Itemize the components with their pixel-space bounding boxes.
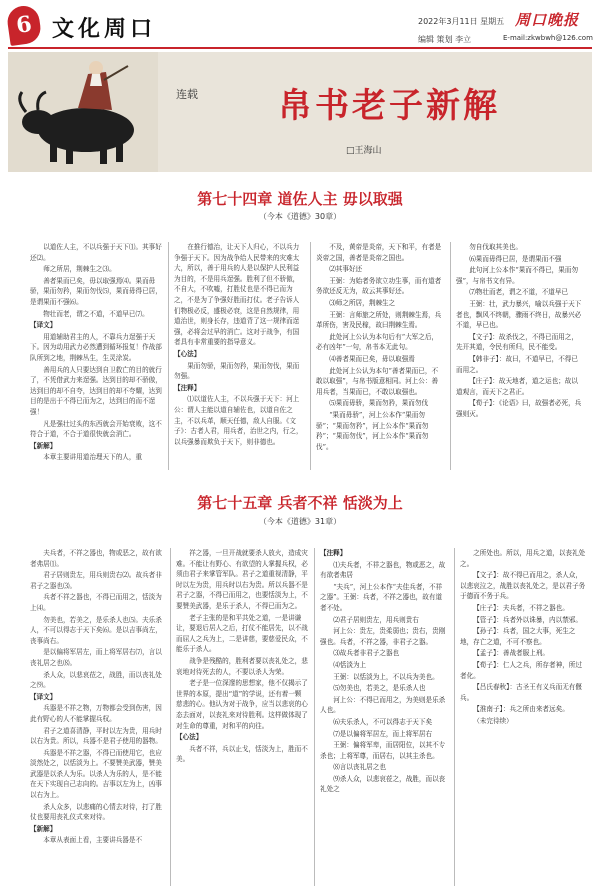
paragraph: 果而勿骄，果而勿矜，果而勿伐，果而勿强。 (174, 361, 300, 381)
paragraph: ⑶师之所居，荆棘生之 (329, 298, 396, 307)
section-title: 文化周口 (52, 16, 157, 42)
paragraph: 【译文】 (30, 321, 57, 330)
paragraph: 【淮南子】：兵之所由来者远矣。 (473, 705, 569, 714)
paragraph: 【新解】 (30, 441, 57, 450)
paragraph: 用道辅助君主的人，不靠兵力逞强于天下。因为动用武力必然遭到循环报复！作战部队所到之地，荆棘丛生，生灵涂炭。 (30, 332, 162, 362)
contact-email: E-mail:zkwbwh@126.com (503, 34, 593, 42)
paragraph: 【荀子】：《论语》曰，故强者必死，兵强则灭。 (456, 399, 582, 418)
paragraph: 【吕氏春秋】：古圣王有义兵而无有偃兵。 (460, 683, 582, 702)
editor-credit: 编辑 策划 李立 (418, 35, 472, 44)
issue-date: 2022年3月11日 星期五 (418, 17, 505, 26)
column-divider (168, 242, 169, 470)
paragraph: 【新解】 (30, 824, 57, 833)
column-divider (314, 548, 315, 886)
column-divider (170, 548, 171, 886)
paragraph: 【译文】 (30, 692, 57, 701)
paragraph: 王弼：偏将军卑，而居阳位，以其不专杀也；上将军尊，而居右，以其主杀也。 (320, 741, 446, 760)
chapter-75-column-2 (176, 548, 308, 886)
paragraph: 战争是残酷的，胜利者要以丧礼处之，悲哀地对待死去的人，不要以杀人为荣。 (176, 656, 308, 676)
paragraph: 【心法】 (174, 349, 201, 358)
chapter-75-title: 第七十五章 兵者不祥 恬淡为上 (197, 494, 403, 512)
paragraph: 老子是一位深邃的思想家，他不仅揭示了世界的本原，提出“道”的学说，还有着一颗慈悲的心。他认为对于战争，应当以悲哀的心态去面对，以丧礼来对待胜利。这样做体现了对生命的尊重，对和平的向往。 (176, 679, 308, 730)
paragraph: 王弼：为始者务欲立功生事，而有道者务欲还反无为，故云其事好还。 (316, 276, 442, 296)
paragraph: ⑹夫乐杀人，不可以得志于天下矣 (333, 717, 433, 726)
paragraph: 物壮而老，谓之不道，不道早已⑺。 (43, 309, 149, 318)
paragraph: ⑻言以丧礼居之也 (333, 763, 386, 772)
paragraph: 祥之器，一旦开战就要杀人放火，造成灾难。不能让有野心、有欲望的人掌握兵权，必须由君子来掌管军队。君子之道重视清静，平时以左为贵，用兵时以右为贵。所以兵器不是君子之器，不得已而用之，也要恬淡为上，不要赞美武器，是乐于杀人，不得已而为之。 (176, 549, 308, 610)
chapter-74-column-3 (316, 242, 444, 470)
paragraph: “夫兵”，河上公本作“夫佳兵者，不祥之器”。王弼：兵者，不祥之器也，故有道者不处。 (320, 582, 443, 612)
paragraph: 夫兵者，不祥之器也，物或恶之，故有欲者弗居⑴。 (30, 549, 162, 568)
paragraph: ⑵君子居则贵左，用兵则贵右 (333, 615, 419, 624)
paragraph: ⑸果而毋骄，果而勿矜，果而勿伐 (329, 399, 429, 408)
paragraph: 勿美也，若美之，是乐杀人也⑸。夫乐杀人，不可以得志于天下矣⑹。是以吉事尚左，丧事尚右。 (30, 615, 162, 645)
paragraph: 以道佐人主，不以兵强于天下⑴。其事好还⑵。 (30, 243, 162, 262)
paragraph: 【注释】 (320, 549, 347, 557)
header-rule (8, 47, 592, 49)
paragraph: 之所处也。所以，用兵之道，以丧礼处之。 (460, 549, 586, 568)
paragraph: ⑵其事好还 (329, 265, 363, 274)
chapter-74-column-1 (30, 242, 162, 470)
column-divider (310, 242, 311, 470)
paragraph: 兵者不祥之器也，不得已而用之，恬淡为上⑷。 (30, 593, 162, 612)
paragraph: 杀人众，以悲哀莅之，战胜，而以丧礼处之⑼。 (30, 670, 162, 690)
paragraph: 【庄子】：夫兵者，不祥之器也。 (473, 603, 569, 612)
chapter-74-column-4 (456, 242, 584, 470)
paragraph: 【荀子】：仁人之兵，所存者神，所过者化。 (460, 660, 582, 680)
paragraph: 【心法】 (176, 733, 203, 742)
paragraph: 杀人众多，以悲痛的心情去对待，打了胜仗也要用丧礼仪式来对待。 (30, 802, 162, 822)
paragraph: 善者果而已矣，毋以取强焉⑷。果而毋骄，果而勿矜，果而勿伐⑸，果而毋得已居，是谓果而不强⑹。 (30, 276, 162, 306)
author-byline: □王海山 (346, 146, 382, 156)
paragraph: ⑹果而毋得已居，是谓果而不强 (469, 254, 562, 263)
paragraph: 君子居则贵左，用兵则贵右⑵。故兵者非君子之器也⑶。 (30, 571, 162, 590)
chapter-75-source: （今本《道德》31章） (258, 517, 342, 526)
paragraph: 【孙子】：兵者，国之大事，死生之地，存亡之道，不可不察也。 (460, 627, 576, 646)
paragraph: 【庄子】：故天地者，道之运也；故以道观言，而天下之君正。 (456, 377, 578, 396)
paragraph: ⑷善者果而已矣，毋以取强焉 (329, 354, 415, 363)
paragraph: 此句河上公本作“果而不得已，果而勿强”，与帛书文有异。 (456, 266, 579, 285)
paragraph: 【孟子】：善战者服上刑。 (473, 649, 550, 658)
chapter-75-column-1 (30, 548, 164, 886)
column-divider (450, 242, 451, 470)
paragraph: ⑺是以偏将军居左，而上将军居右 (333, 729, 433, 738)
paragraph: 【韩非子】：故曰，不道早已，不得已而用之。 (456, 354, 578, 374)
paragraph: 是以偏将军居左，而上将军居右⑺，言以丧礼居之也⑻。 (30, 648, 162, 667)
paragraph: 本章主要讲用道治理天下的人，重 (43, 453, 143, 462)
paragraph: 王弼：言师旅之所处，则荆棘生焉，兵革所伤，害及民稼，故曰荆棘生焉。 (316, 310, 442, 330)
paragraph: 兵者不祥，兵以止戈，恬淡为上，胜而不美。 (176, 744, 308, 764)
paragraph: ⑸勿美也，若美之，是乐杀人也 (333, 684, 426, 693)
paragraph: 兵器是不祥之器，不得已而使用它，也应淡然处之，以恬淡为上。不要赞美武器，赞美武器是以杀人为乐。以杀人为乐的人，是不能在天下实现自己志向的。吉事以左为上，凶事以右为上。 (30, 748, 162, 800)
paragraph: “果而毋骄”，河上公本作“果而勿骄”；“果而勿矜”，河上公本作“果而勿矜”；“果而勿伐”，河上公本作“果而勿伐”。 (316, 410, 429, 451)
paragraph: ⑴夫兵者，不祥之器也，物或恶之，故有欲者弗居 (320, 560, 446, 580)
paragraph: 此处河上公认为本句“善者果而已，不敢以取强”，与帛书版意相同。河上公：善用兵者，当果而已，不敢以取强也。 (316, 366, 439, 396)
series-title: 帛书老子新解 (278, 86, 500, 126)
paragraph: 不及，黄帝是炎帝，天下和平，有者是炎帝之国，善者是炎帝之国也。 (316, 243, 442, 262)
serial-tag: 连载 (176, 88, 198, 101)
paragraph: ⑺物壮而老，谓之不道，不道早已 (469, 288, 569, 297)
paragraph: 凡是强壮过头的东西就会开始衰败，这不符合于道，不合于道很快就会消亡。 (30, 419, 162, 439)
paragraph: 在推行德治，让天下人归心，不以兵力争强于天下。因为战争给人民带来的灾难太大，所以，善于用兵的人是以保护人民利益为目的，不是用兵逞强。胜利了但不骄傲，不自大，不吹嘘，打胜仗也是不得已而为之，不是为了争强好胜而打仗。老子告诉人们物极必反，盛极必衰，这是自然规律，用道治世，则身长存，违道背了这一规律而逞强，必将会过早的消亡。这对于战争，有国者具有非常重要的指导意义。 (174, 243, 300, 347)
paragraph: 君子之道喜清静，平时以左为贵，用兵时以右为贵。所以，兵器不是君子使用的器物。 (30, 726, 162, 746)
paragraph: 王弼：以恬淡为上，不以兵为美也。 (333, 672, 439, 681)
column-divider (454, 548, 455, 886)
chapter-75-column-4 (460, 548, 586, 886)
chapter-74-column-2 (174, 242, 304, 470)
paragraph: 师之所居，荆棘生之⑶。 (43, 265, 116, 274)
paragraph: 此处河上公认为本句后有“大军之后，必有凶年”一句，帛书本无此句。 (316, 332, 439, 352)
chapter-74-source: （今本《道德》30章） (258, 212, 342, 221)
paragraph: 【文子】：故杀伐之，不得已而用之，先开其道，令民有所归，民不能受。 (456, 332, 578, 352)
chapter-74-title: 第七十四章 道佐人主 毋以取强 (197, 190, 403, 208)
chapter-75-column-3 (320, 548, 448, 886)
paragraph: 王弼：壮，武力暴兴，喻以兵强于天下者也，飘风不终朝，骤雨不终日，故暴兴必不道，早已也。 (456, 299, 582, 330)
laozi-on-ox-illustration (8, 52, 158, 172)
paragraph: 【管子】：兵者外以诛暴，内以禁邪。 (473, 615, 582, 624)
paragraph: 【文子】：故不得已而用之，杀人众，以悲哀泣之，战胜以丧礼处之，是以君子务于德而不务于兵。 (460, 571, 586, 601)
newspaper-logo: 周口晚报 (515, 11, 580, 29)
paragraph: ⑴以道佐人主，不以兵强于天下：河上公：谓人主能以道自辅佐也，以道自佐之主，不以兵革，顺天任德，敌人自服。《文子》：古者人君，用兵者，治世之内，行之，以兵强暴而欺负于天下，则非德也。 (174, 395, 303, 446)
paragraph: 善用兵的人只要达到自卫救亡的目的就行了，不凭借武力来逞强。达到目的却不骄傲，达到目的却不自夸，达到目的却不夸耀，达到目的是出于不得已而为之，达到目的而不逞强！ (30, 365, 162, 416)
paragraph: 【注释】 (174, 383, 201, 392)
paragraph: ⑷恬淡为上 (333, 660, 367, 669)
paragraph: （未完待续） (473, 716, 513, 725)
paragraph: 河上公：不得已而用之，为美则是乐杀人也。 (320, 695, 446, 715)
paragraph: 本章从表面上看，主要讲兵器是不 (43, 836, 143, 845)
page-number-badge: 6 (6, 4, 43, 46)
paragraph: 勿自伐取其美也。 (469, 243, 522, 251)
paragraph: 老子主张的是和平共处之道，一是讲谦让，要退后居人之后，打仗不能居先，以不战而屈人之兵为上，二是讲慈，要慈爱民众，不能乐于杀人。 (176, 613, 308, 654)
paragraph: ⑶故兵者非君子之器也 (333, 649, 400, 658)
paragraph: 兵器是不祥之物，万物都会受到伤害，因此有野心的人不能掌握兵权。 (30, 704, 162, 723)
paragraph: ⑼杀人众，以悲哀莅之，战胜，而以丧礼处之 (320, 774, 446, 794)
paragraph: 河上公：贵左，贵柔弱也；贵右，贵刚强也。兵者，不祥之器，非君子之器。 (320, 627, 446, 646)
